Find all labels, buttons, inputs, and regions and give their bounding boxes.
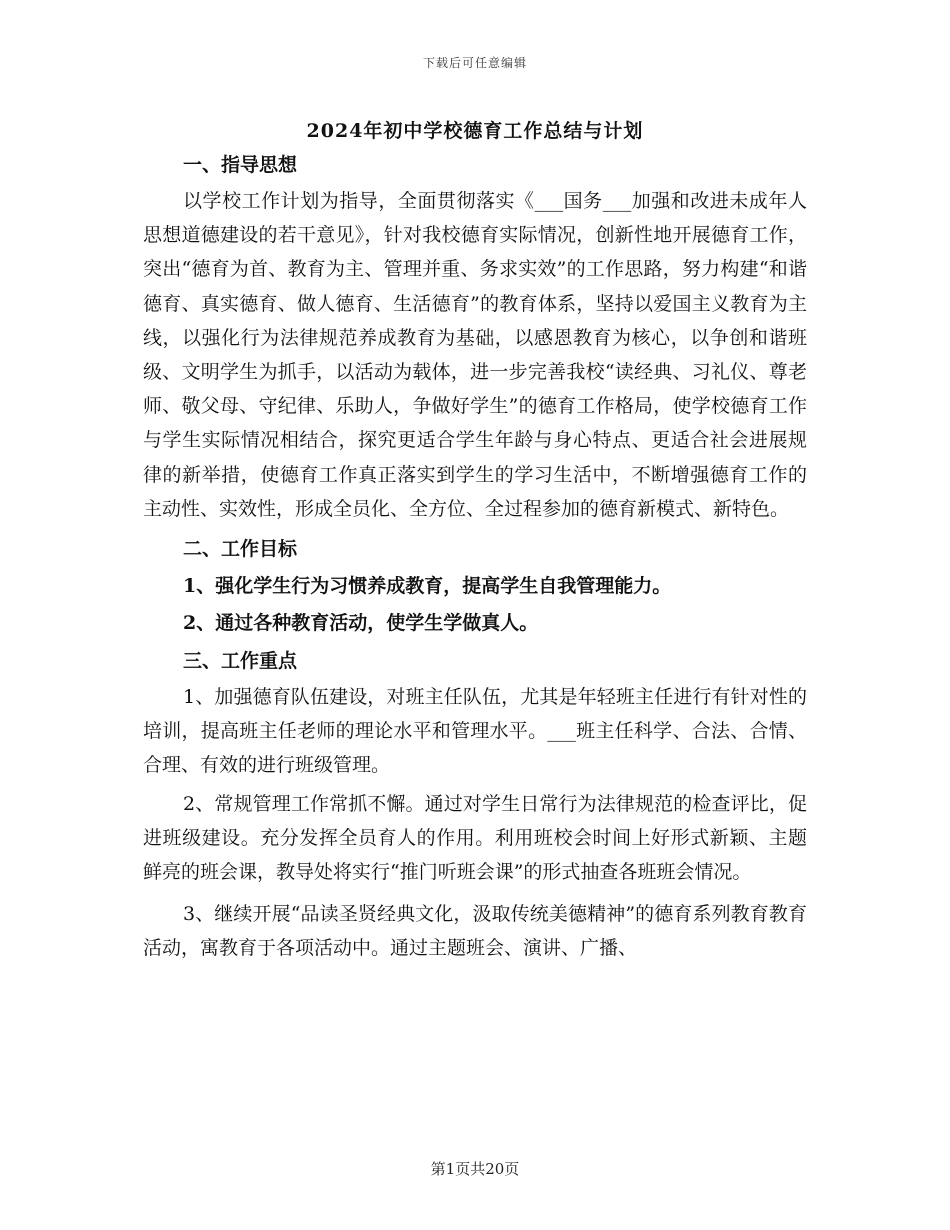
focus-paragraph-1: 1、加强德育队伍建设，对班主任队伍，尤其是年轻班主任进行有针对性的培训，提高班主任老师的理论水平和管理水平。___班主任科学、合法、合情、合理、有效的进行班级管理。 bbox=[143, 686, 807, 777]
guiding-paragraph: 以学校工作计划为指导，全面贯彻落实《___国务___加强和改进未成年人思想道德建设的若干意见》，针对我校德育实际情况，创新性地开展德育工作，突出“德育为首、教育为主、管理并重、务求实效”的工作思路，努力构建“和谐德育、真实德育、做人德育、生活德育”的教育体系，坚持以爱国主义教育为主线，以强化行为法律规范养成教育为基础，以感恩教育为核心，以争创和谐班级、文明学生为抓手，以活动为载体，进一步完善我校“读经典、习礼仪、尊老师、敬父母、守纪律、乐助人，争做好学生”的德育工作格局，使学校德育工作与学生实际情况相结合，探究更适合学生年龄与身心特点、更适合社会进展规律的新举措，使德育工作真正落实到学生的学习生活中，不断增强德育工作的主动性、实效性，形成全员化、全方位、全过程参加的德育新模式、新特色。 bbox=[143, 190, 807, 520]
goal-item-1: 1、强化学生行为习惯养成教育，提高学生自我管理能力。 bbox=[183, 575, 672, 598]
document-body bbox=[143, 146, 807, 966]
page-footer: 第1页共20页 bbox=[430, 1160, 520, 1178]
header-note: 下载后可任意编辑 bbox=[422, 56, 527, 70]
section-heading-guiding: 一、指导思想 bbox=[183, 154, 298, 176]
spacer bbox=[143, 889, 807, 897]
focus-paragraph-3: 3、继续开展“品读圣贤经典文化，汲取传统美德精神”的德育系列教育教育活动，寓教育于各项活动中。通过主题班会、演讲、广播、 bbox=[143, 903, 807, 960]
focus-paragraph-2: 2、常规管理工作常抓不懈。通过对学生日常行为法律规范的检查评比，促进班级建设。充分发挥全员育人的作用。利用班校会时间上好形式新颖、主题鲜亮的班会课，教导处将实行“推门听班会课”的形式抽查各班班会情况。 bbox=[143, 792, 807, 884]
goal-item-2: 2、通过各种教育活动，使学生学做真人。 bbox=[183, 612, 539, 635]
section-heading-focus: 三、工作重点 bbox=[183, 650, 298, 673]
document-title: 2024年初中学校德育工作总结与计划 bbox=[306, 120, 644, 142]
section-heading-goals: 二、工作目标 bbox=[183, 538, 298, 561]
